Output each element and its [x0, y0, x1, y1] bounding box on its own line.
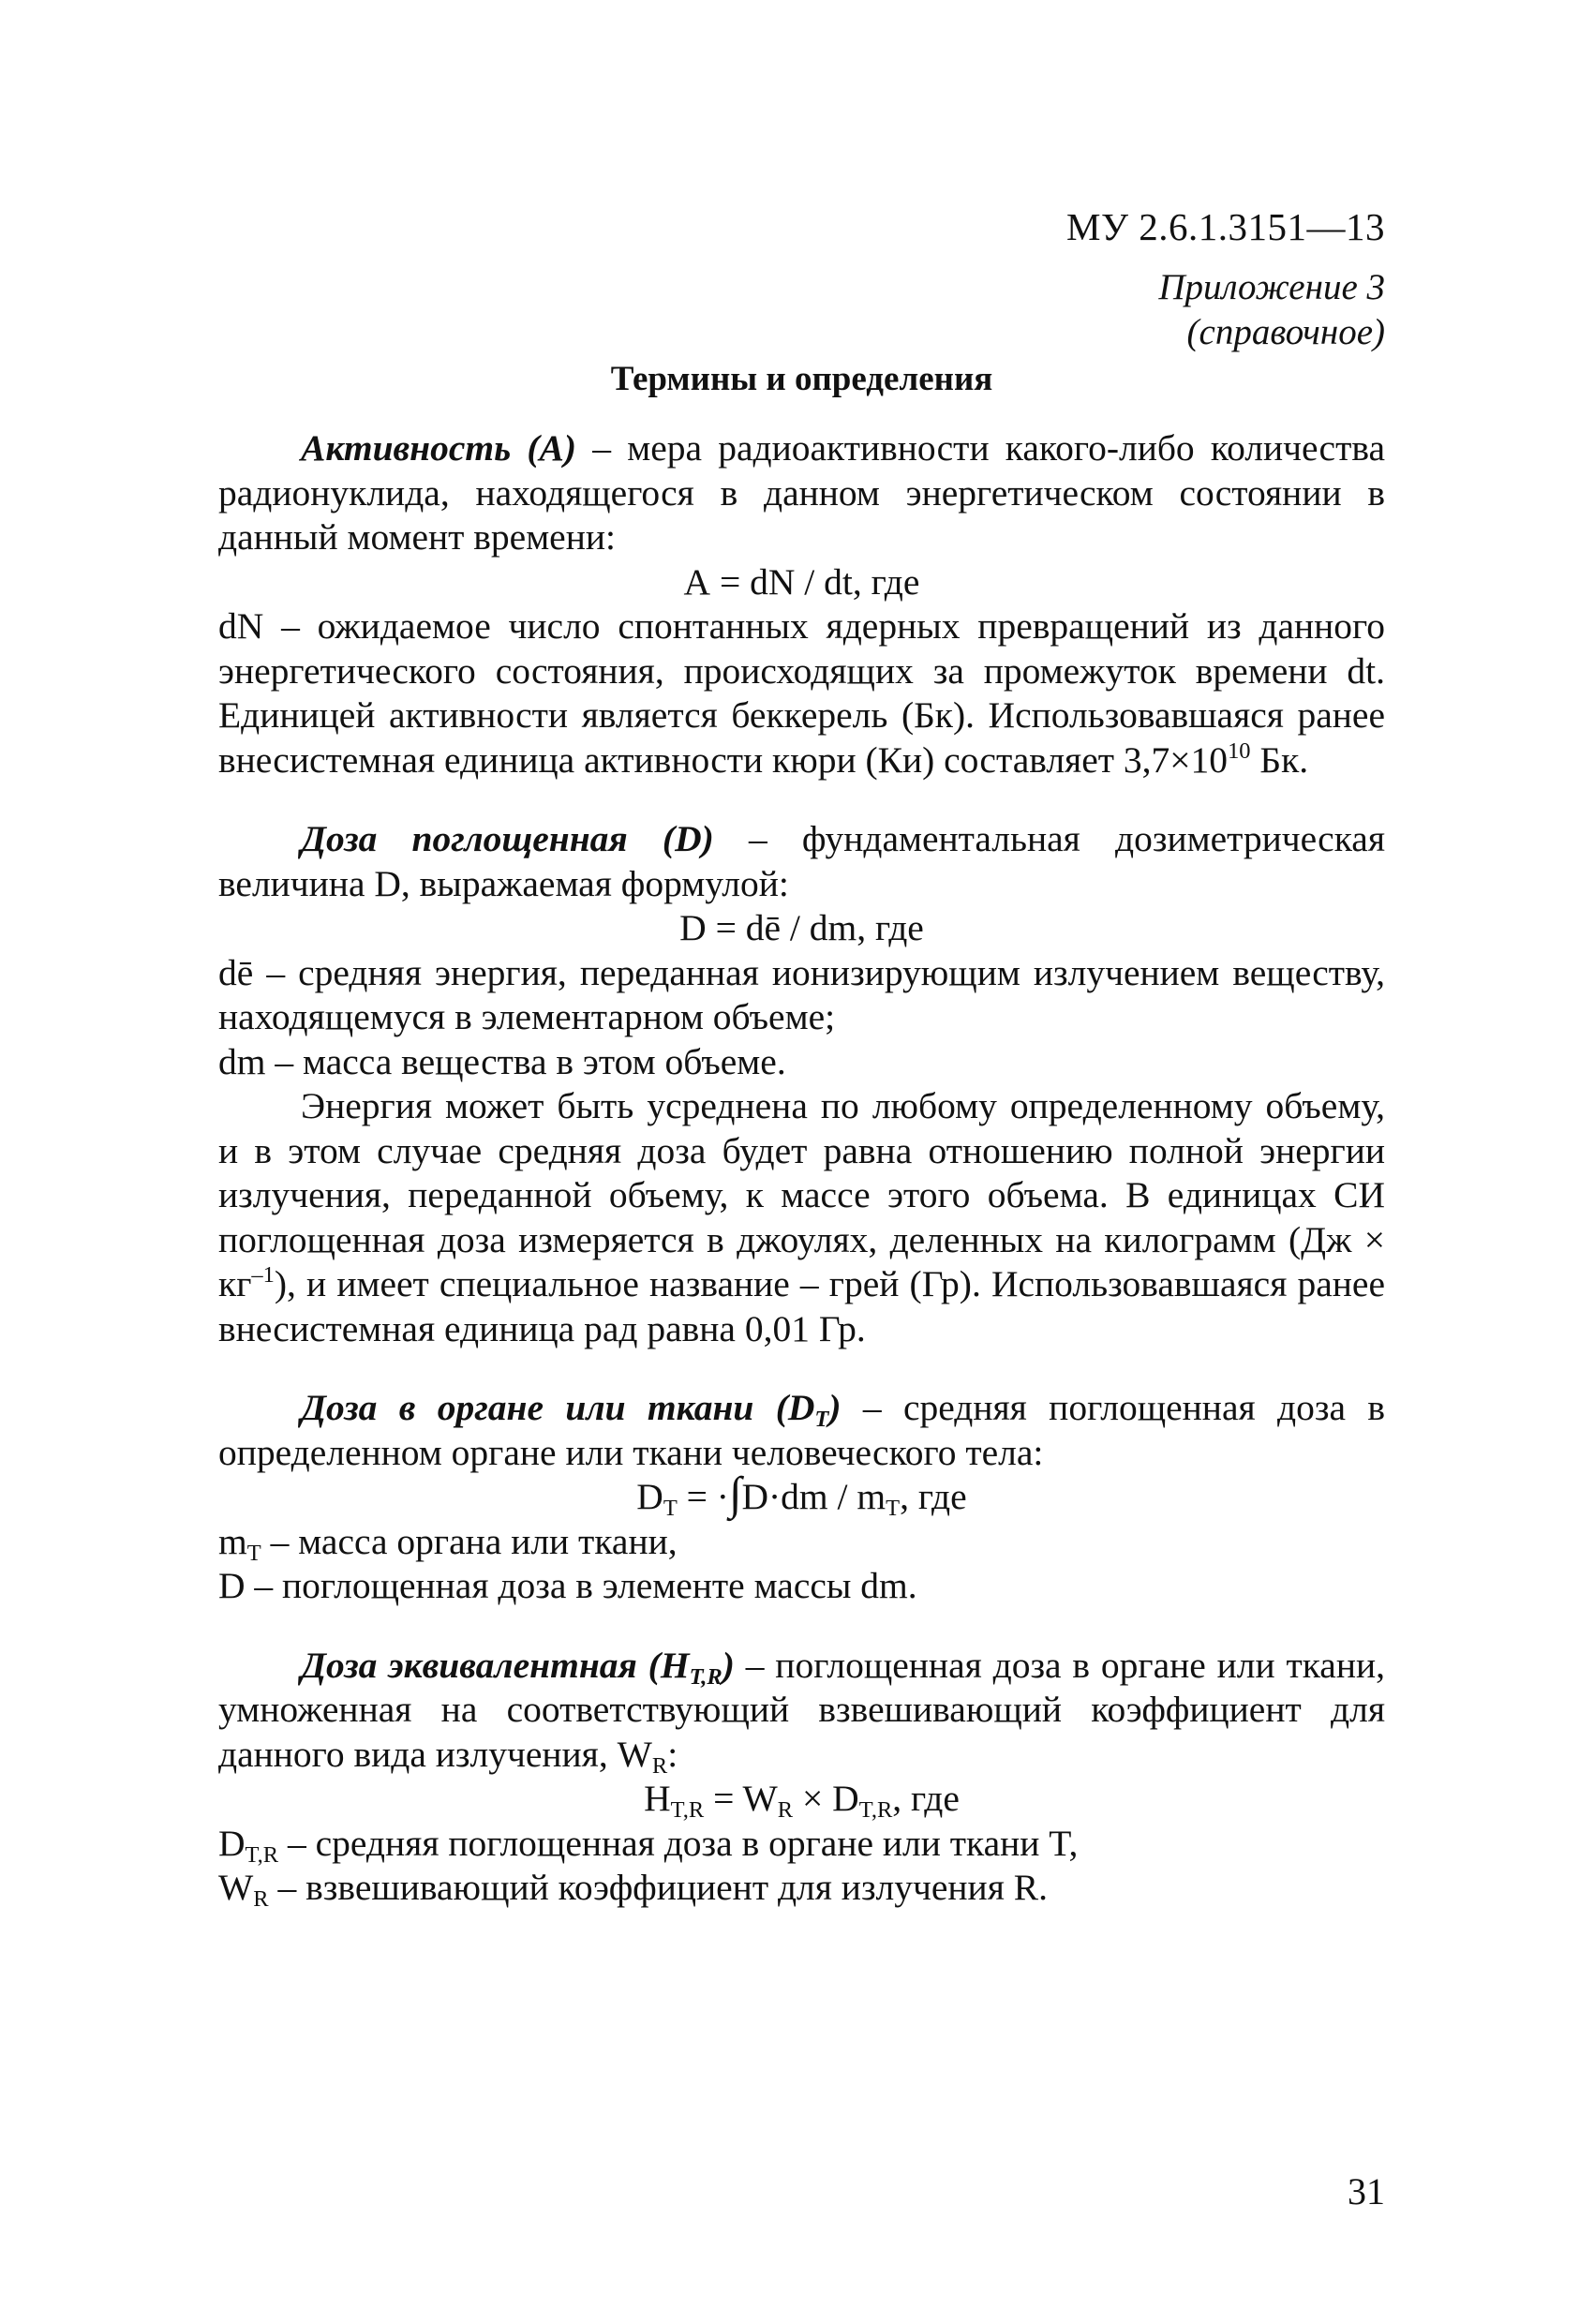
activity-exponent: 10 — [1228, 737, 1251, 764]
organ-dose-formula — [218, 1467, 1385, 1521]
organ-dose-definition-text: – средняя поглощенная доза в определенном органе или ткани человеческого тела: — [218, 1387, 1385, 1473]
explanation-text: – средняя поглощенная доза в органе или ткани T, — [278, 1822, 1079, 1864]
explanation-text: – масса органа или ткани, — [261, 1520, 678, 1562]
explanation-subscript: T — [246, 1540, 261, 1566]
explanation-text: – взвешивающий коэффициент для излучения R. — [268, 1867, 1048, 1908]
section-title: Термины и определения — [610, 360, 993, 398]
activity-definition-text: – мера радиоактивности какого-либо количества радионуклида, находящегося в данном энергетическом состоянии в данный момент времени: — [218, 427, 1385, 558]
formula-part: H — [644, 1778, 671, 1819]
activity-explanation — [218, 604, 1385, 782]
equivalent-dose-definition — [218, 1644, 1385, 1778]
formula-subscript: T,R — [670, 1796, 705, 1823]
absorbed-dose-explanation-1: dē – средняя энергия, переданная ионизирующим излучением веществу, находящемуся в элементарном объеме; — [218, 951, 1385, 1037]
formula-subscript: T — [663, 1495, 678, 1521]
formula-part: = W — [704, 1778, 778, 1819]
equivalent-dose-term-close: ) — [722, 1644, 735, 1686]
formula-part: × D — [793, 1778, 859, 1819]
appendix-type: (справочное) — [1186, 312, 1385, 352]
formula-part: D — [636, 1476, 663, 1517]
activity-explanation-unit: Бк. — [1250, 738, 1309, 781]
formula-part: D·dm / m — [741, 1476, 886, 1517]
organ-dose-term — [301, 1387, 842, 1432]
appendix-number: Приложение 3 — [1158, 267, 1385, 307]
absorbed-dose-formula: D = dē / dm, где — [679, 907, 924, 948]
formula-part: = · — [677, 1476, 729, 1517]
equivalent-dose-definition-subscript: R — [651, 1752, 668, 1779]
formula-subscript: T,R — [858, 1796, 893, 1823]
equivalent-dose-formula — [218, 1777, 1385, 1822]
organ-dose-explanation-1 — [218, 1520, 1385, 1565]
organ-dose-term-close: ) — [828, 1387, 842, 1428]
absorbed-dose-term: Доза поглощенная (D) — [301, 818, 714, 859]
organ-dose-term-subscript: T — [814, 1406, 829, 1432]
activity-definition — [218, 426, 1385, 560]
document-code: МУ 2.6.1.3151—13 — [1066, 205, 1385, 248]
explanation-subscript: R — [253, 1885, 269, 1912]
absorbed-dose-definition-text: – фундаментальная дозиметрическая величина D, выражаемая формулой: — [218, 818, 1385, 904]
formula-part: , где — [892, 1778, 960, 1819]
equivalent-dose-explanation-2 — [218, 1866, 1385, 1911]
equivalent-dose-term — [301, 1644, 735, 1690]
absorbed-dose-paragraph-end: ), и имеет специальное название – грей (Гр). Использовавшаяся ранее внесистемная единица рад равна 0,01 Гр. — [218, 1263, 1385, 1349]
organ-dose-explanation-2: D – поглощенная доза в элементе массы dm. — [218, 1565, 917, 1606]
equivalent-dose-definition-text: – поглощенная доза в органе или ткани, умноженная на соответствующий взвешивающий коэффициент для данного вида излучения, W — [218, 1644, 1385, 1775]
activity-formula: А = dN / dt, где — [683, 560, 920, 603]
document-body — [218, 426, 1385, 1911]
organ-dose-definition — [218, 1386, 1385, 1475]
formula-subscript: T — [886, 1495, 901, 1521]
explanation-symbol: m — [218, 1520, 247, 1562]
integral-sign: ∫ — [728, 1467, 742, 1519]
absorbed-dose-definition — [218, 817, 1385, 906]
equivalent-dose-term-subscript: T,R — [689, 1663, 723, 1690]
absorbed-dose-paragraph-text: Энергия может быть усреднена по любому определенному объему, и в этом случае средняя доза будет равна отношению полной энергии излучения, переданной объему, к массе этого объема. В единицах СИ поглощенная доза измеряется в джоулях, деленных на килограмм (Дж × кг — [218, 1085, 1385, 1304]
absorbed-dose-exponent: –1 — [251, 1261, 275, 1288]
activity-term: Активность (А) — [301, 427, 577, 469]
absorbed-dose-paragraph — [218, 1084, 1385, 1351]
explanation-subscript: T,R — [245, 1841, 279, 1868]
equivalent-dose-explanation-1 — [218, 1822, 1385, 1867]
formula-part: , где — [900, 1476, 967, 1517]
absorbed-dose-explanation-2: dm – масса вещества в этом объеме. — [218, 1040, 786, 1082]
activity-explanation-text: dN – ожидаемое число спонтанных ядерных превращений из данного энергетического состояния, происходящих за промежуток времени dt. Единицей активности является беккерель (Бк). Использовавшаяся ранее внесистемная единица активности кюри (Ки) составляет 3,7×10 — [218, 605, 1385, 781]
equivalent-dose-definition-end: : — [667, 1733, 678, 1775]
organ-dose-term-text: Доза в органе или ткани (D — [301, 1387, 815, 1428]
page-number: 31 — [1348, 2170, 1385, 2212]
explanation-symbol: W — [218, 1867, 254, 1908]
equivalent-dose-term-text: Доза эквивалентная (H — [301, 1644, 690, 1686]
explanation-symbol: D — [218, 1822, 246, 1864]
document-page — [218, 0, 1385, 2324]
formula-subscript: R — [777, 1796, 794, 1823]
appendix-label — [1158, 265, 1385, 355]
